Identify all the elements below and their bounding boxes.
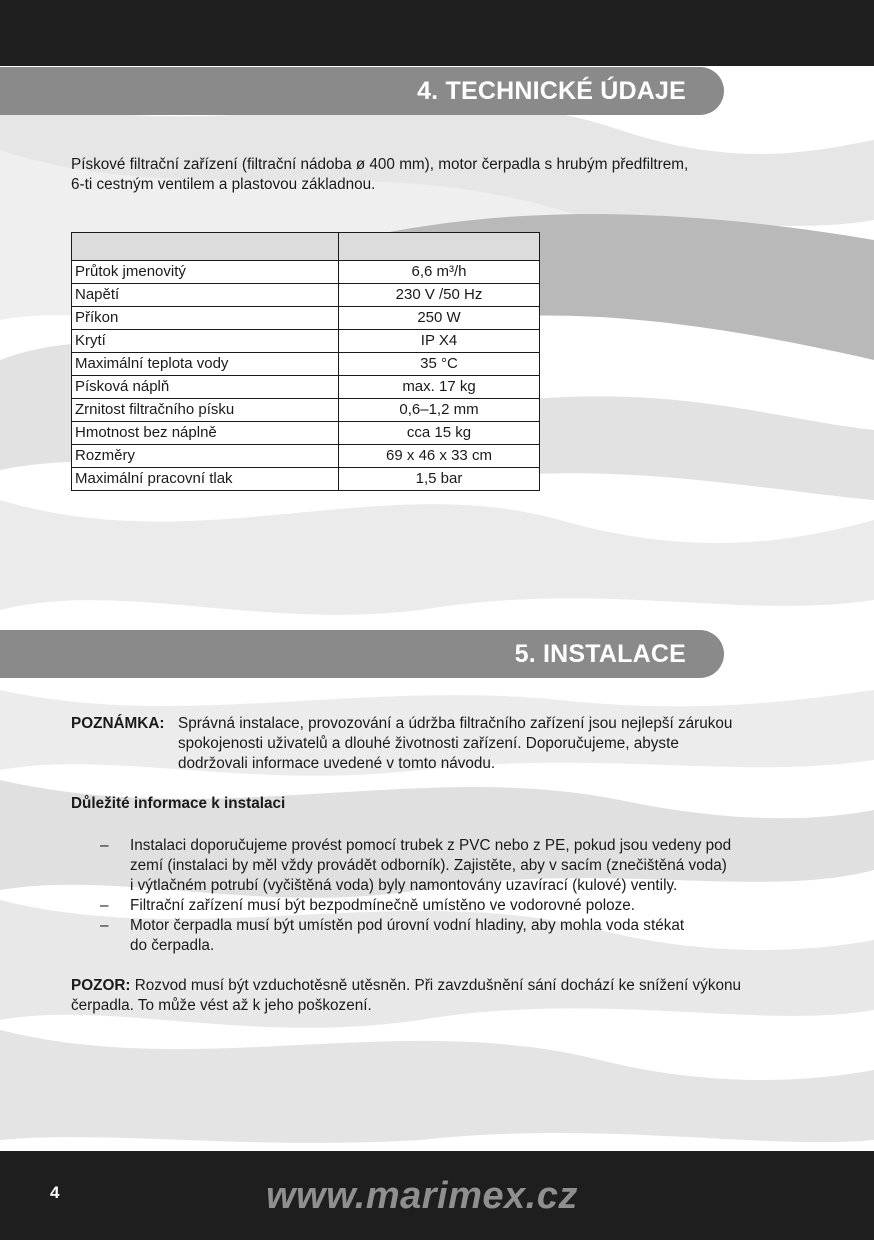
table-row [72,445,540,468]
table-cell-value: 69 x 46 x 33 cm [339,445,540,468]
table-cell-label: Příkon [72,307,339,330]
section-header-technical-data [0,67,724,115]
table-row [72,399,540,422]
section-title: 5. INSTALACE [514,639,686,668]
intro-line: Pískové filtrační zařízení (filtrační nádoba ø 400 mm), motor čerpadla s hrubým předfiltrem, [71,156,689,173]
table-row [72,307,540,330]
warning-line-2: čerpadla. To může vést až k jeho poškození. [71,997,372,1014]
intro-paragraph [71,155,791,195]
technical-data-table [71,232,540,491]
table-cell-value: max. 17 kg [339,376,540,399]
intro-line: 6-ti cestným ventilem a plastovou základnou. [71,176,376,193]
bullet-line: do čerpadla. [130,937,215,954]
list-item [100,916,820,956]
section-title: 4. TECHNICKÉ ÚDAJE [417,76,686,105]
bullet-dash: – [100,837,109,854]
table-row [72,468,540,491]
note-line: dodržovali informace uvedené v tomto návodu. [178,755,496,772]
table-cell-label: Písková náplň [72,376,339,399]
table-row [72,353,540,376]
note-label: POZNÁMKA: [71,715,165,732]
table-row [72,376,540,399]
bullet-dash: – [100,917,109,934]
table-cell-label: Krytí [72,330,339,353]
table-row [72,284,540,307]
table-cell-value: 1,5 bar [339,468,540,491]
warning-line-1 [71,976,811,996]
table-header-cell [72,233,339,261]
warning-label: POZOR: [71,977,131,994]
website-url: www.marimex.cz [266,1175,578,1217]
warning-text: Rozvod musí být vzduchotěsně utěsněn. Při zavzdušnění sání dochází ke snížení výkonu [134,977,742,994]
table-cell-label: Průtok jmenovitý [72,261,339,284]
table-cell-label: Maximální pracovní tlak [72,468,339,491]
bullet-line: i výtlačném potrubí (vyčištěná voda) byly namontovány uzavírací (kulové) ventily. [130,877,678,894]
table-header-cell [339,233,540,261]
bullet-dash: – [100,897,109,914]
bullet-line: Filtrační zařízení musí být bezpodmínečně umístěno ve vodorovné poloze. [130,897,636,914]
table-cell-label: Napětí [72,284,339,307]
top-bar [0,0,874,66]
table-header-row [72,233,540,261]
table-cell-value: cca 15 kg [339,422,540,445]
table-cell-value: 250 W [339,307,540,330]
installation-subheading: Důležité informace k instalaci [71,795,286,812]
bullet-line: zemí (instalaci by měl vždy provádět odborník). Zajistěte, aby v sacím (znečištěná voda) [130,857,727,874]
bullet-line: Motor čerpadla musí být umístěn pod úrovní vodní hladiny, aby mohla voda stékat [130,917,685,934]
warning-paragraph [71,976,811,1016]
note-line: Správná instalace, provozování a údržba filtračního zařízení jsou nejlepší zárukou [178,715,733,732]
section-header-installation [0,630,724,678]
list-item [100,836,820,896]
bullet-line: Instalaci doporučujeme provést pomocí trubek z PVC nebo z PE, pokud jsou vedeny pod [130,837,732,854]
table-cell-value: IP X4 [339,330,540,353]
table-row [72,330,540,353]
table-cell-value: 230 V /50 Hz [339,284,540,307]
table-cell-label: Hmotnost bez náplně [72,422,339,445]
table-row [72,261,540,284]
table-cell-value: 0,6–1,2 mm [339,399,540,422]
table-cell-value: 35 °C [339,353,540,376]
note-paragraph [71,714,811,774]
table-cell-label: Rozměry [72,445,339,468]
page-number: 4 [50,1183,60,1202]
note-line: spokojenosti uživatelů a dlouhé životnosti zařízení. Doporučujeme, abyste [178,735,679,752]
table-row [72,422,540,445]
table-cell-label: Maximální teplota vody [72,353,339,376]
installation-bullet-list [100,836,820,956]
table-cell-label: Zrnitost filtračního písku [72,399,339,422]
list-item [100,896,820,916]
table-cell-value: 6,6 m³/h [339,261,540,284]
